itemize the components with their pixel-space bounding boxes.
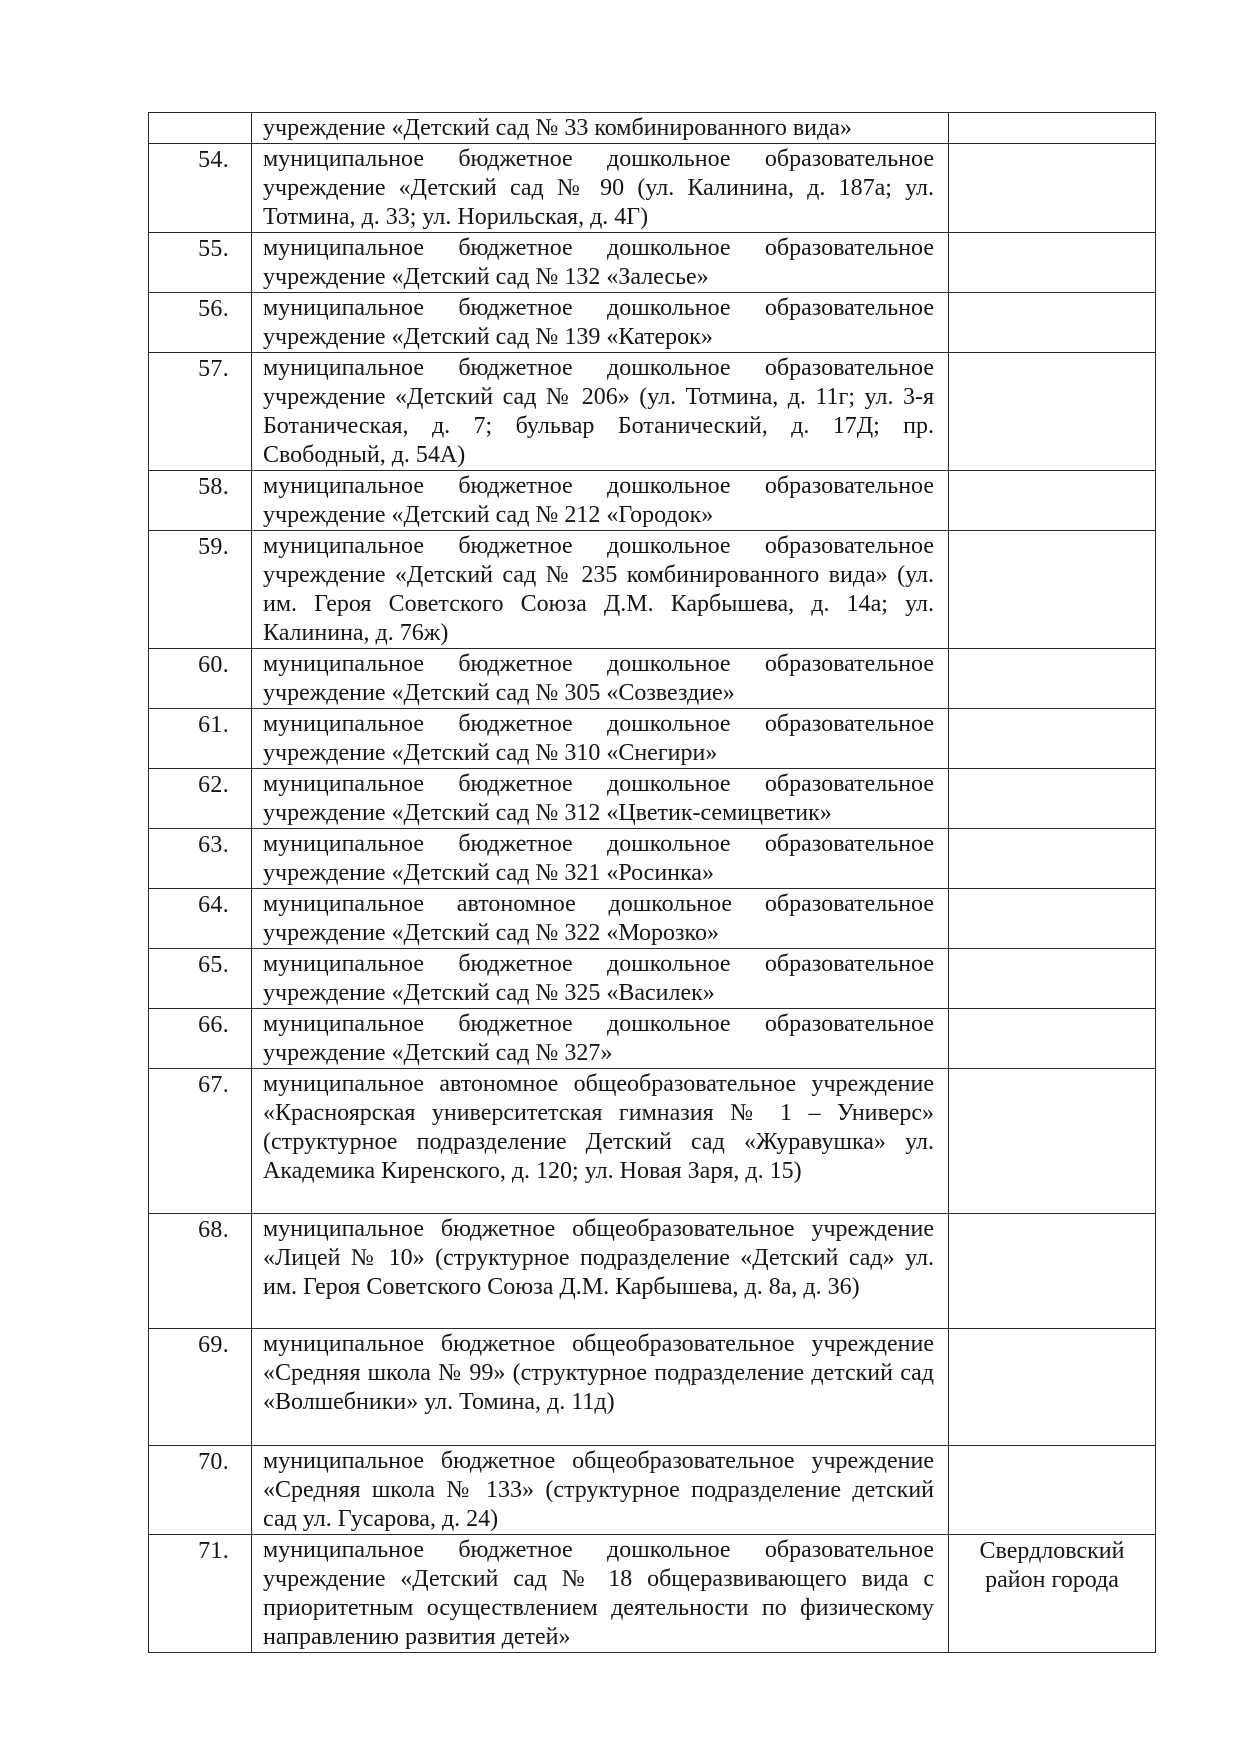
row-number: 61.: [149, 709, 252, 769]
institution-name: муниципальное бюджетное дошкольное образовательное учреждение «Детский сад № 310 «Снегири»: [252, 709, 949, 769]
table-row: [149, 649, 1156, 709]
table-row: [149, 829, 1156, 889]
row-number: 59.: [149, 531, 252, 649]
table-row: [149, 1069, 1156, 1214]
institution-name: муниципальное бюджетное дошкольное образовательное учреждение «Детский сад № 327»: [252, 1009, 949, 1069]
district-cell: [949, 949, 1156, 1009]
table-row: [149, 1009, 1156, 1069]
district-cell: [949, 889, 1156, 949]
row-number: 60.: [149, 649, 252, 709]
row-number: 55.: [149, 233, 252, 293]
district-cell: [949, 293, 1156, 353]
district-cell: [949, 1009, 1156, 1069]
institution-name: муниципальное бюджетное дошкольное образовательное учреждение «Детский сад № 132 «Залесье»: [252, 233, 949, 293]
institution-name: муниципальное бюджетное общеобразовательное учреждение «Средняя школа № 133» (структурное подразделение детский сад ул. Гусарова, д. 24): [252, 1446, 949, 1535]
district-cell: [949, 829, 1156, 889]
row-number: 67.: [149, 1069, 252, 1214]
table-row: [149, 949, 1156, 1009]
table-row: [149, 113, 1156, 144]
institution-name: муниципальное бюджетное дошкольное образовательное учреждение «Детский сад № 139 «Катерок»: [252, 293, 949, 353]
row-number: 68.: [149, 1214, 252, 1329]
table-row: [149, 1535, 1156, 1653]
row-number: 57.: [149, 353, 252, 471]
table-row: [149, 1329, 1156, 1446]
district-cell: [949, 113, 1156, 144]
row-number: 66.: [149, 1009, 252, 1069]
table-row: [149, 1446, 1156, 1535]
row-number: 71.: [149, 1535, 252, 1653]
district-cell: [949, 353, 1156, 471]
table-row: [149, 144, 1156, 233]
table-row: [149, 889, 1156, 949]
district-cell: [949, 233, 1156, 293]
row-number: 62.: [149, 769, 252, 829]
district-cell: [949, 1446, 1156, 1535]
institution-name: муниципальное бюджетное дошкольное образовательное учреждение «Детский сад № 312 «Цветик-семицветик»: [252, 769, 949, 829]
district-cell: [949, 649, 1156, 709]
table-body: [149, 113, 1156, 1653]
table-row: [149, 353, 1156, 471]
row-number: 64.: [149, 889, 252, 949]
institution-name: муниципальное бюджетное дошкольное образовательное учреждение «Детский сад № 321 «Росинка»: [252, 829, 949, 889]
institution-name: муниципальное бюджетное общеобразовательное учреждение «Средняя школа № 99» (структурное подразделение детский сад «Волшебники» ул. Томина, д. 11д): [252, 1329, 949, 1446]
institution-name: муниципальное бюджетное дошкольное образовательное учреждение «Детский сад № 90 (ул. Калинина, д. 187а; ул. Тотмина, д. 33; ул. Норильская, д. 4Г): [252, 144, 949, 233]
row-number: 69.: [149, 1329, 252, 1446]
institution-name: муниципальное бюджетное дошкольное образовательное учреждение «Детский сад № 212 «Городок»: [252, 471, 949, 531]
row-number: 63.: [149, 829, 252, 889]
district-cell: [949, 471, 1156, 531]
institution-name: муниципальное автономное общеобразовательное учреждение «Красноярская университетская гимназия № 1 – Универс» (структурное подразделение Детский сад «Журавушка» ул. Академика Киренского, д. 120; ул. Новая Заря, д. 15): [252, 1069, 949, 1214]
institution-name: муниципальное бюджетное дошкольное образовательное учреждение «Детский сад № 305 «Созвездие»: [252, 649, 949, 709]
district-cell: [949, 709, 1156, 769]
institution-name: муниципальное бюджетное дошкольное образовательное учреждение «Детский сад № 325 «Василек»: [252, 949, 949, 1009]
institution-name: муниципальное бюджетное дошкольное образовательное учреждение «Детский сад № 18 общеразвивающего вида с приоритетным осуществлением деятельности по физическому направлению развития детей»: [252, 1535, 949, 1653]
row-number: [149, 113, 252, 144]
district-cell: [949, 144, 1156, 233]
row-number: 65.: [149, 949, 252, 1009]
institution-name: муниципальное бюджетное общеобразовательное учреждение «Лицей № 10» (структурное подразделение «Детский сад» ул. им. Героя Советского Союза Д.М. Карбышева, д. 8а, д. 36): [252, 1214, 949, 1329]
row-number: 54.: [149, 144, 252, 233]
district-cell: [949, 531, 1156, 649]
table-row: [149, 531, 1156, 649]
table-row: [149, 471, 1156, 531]
district-cell: [949, 1329, 1156, 1446]
row-number: 58.: [149, 471, 252, 531]
table-row: [149, 709, 1156, 769]
institution-name: учреждение «Детский сад № 33 комбинированного вида»: [252, 113, 949, 144]
district-cell: Свердловский район города: [949, 1535, 1156, 1653]
table-row: [149, 233, 1156, 293]
institution-name: муниципальное автономное дошкольное образовательное учреждение «Детский сад № 322 «Морозко»: [252, 889, 949, 949]
table-row: [149, 293, 1156, 353]
institutions-table: [148, 112, 1156, 1653]
district-cell: [949, 1214, 1156, 1329]
institution-name: муниципальное бюджетное дошкольное образовательное учреждение «Детский сад № 206» (ул. Тотмина, д. 11г; ул. 3-я Ботаническая, д. 7; бульвар Ботанический, д. 17Д; пр. Свободный, д. 54А): [252, 353, 949, 471]
row-number: 70.: [149, 1446, 252, 1535]
table-row: [149, 1214, 1156, 1329]
institution-name: муниципальное бюджетное дошкольное образовательное учреждение «Детский сад № 235 комбинированного вида» (ул. им. Героя Советского Союза Д.М. Карбышева, д. 14а; ул. Калинина, д. 76ж): [252, 531, 949, 649]
district-cell: [949, 1069, 1156, 1214]
district-cell: [949, 769, 1156, 829]
table-row: [149, 769, 1156, 829]
row-number: 56.: [149, 293, 252, 353]
